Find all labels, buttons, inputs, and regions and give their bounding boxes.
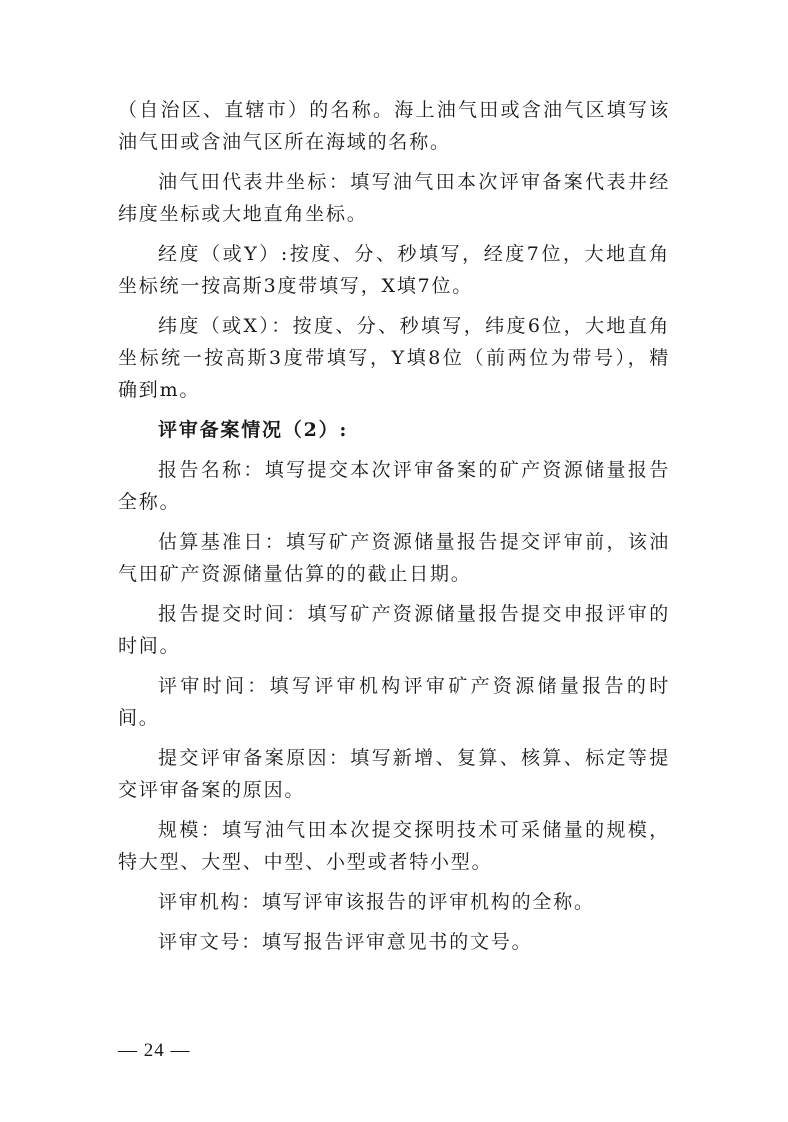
paragraph-well-coordinates: 油气田代表井坐标：填写油气田本次评审备案代表井经纬度坐标或大地直角坐标。 (118, 171, 670, 225)
paragraph-review-reason: 提交评审备案原因：填写新增、复算、核算、标定等提交评审备案的原因。 (118, 747, 670, 801)
paragraph-longitude: 经度（或Y）:按度、分、秒填写，经度7位，大地直角坐标统一按高斯3度带填写，X填7位。 (118, 243, 670, 297)
paragraph-report-name: 报告名称：填写提交本次评审备案的矿产资源储量报告全称。 (118, 459, 670, 513)
paragraph-review-time: 评审时间：填写评审机构评审矿产资源储量报告的时间。 (118, 675, 670, 729)
paragraph-review-agency: 评审机构：填写评审该报告的评审机构的全称。 (158, 891, 595, 913)
paragraph-latitude: 纬度（或X）：按度、分、秒填写，纬度6位，大地直角坐标统一按高斯3度带填写，Y填8位（前两位为带号），精确到m。 (118, 315, 670, 401)
paragraph-submission-time: 报告提交时间：填写矿产资源储量报告提交申报评审的时间。 (118, 603, 670, 657)
paragraph-document-number: 评审文号：填写报告评审意见书的文号。 (158, 931, 533, 953)
paragraph-scale: 规模：填写油气田本次提交探明技术可采储量的规模，特大型、大型、中型、小型或者特小型。 (118, 819, 670, 873)
page-number: — 24 — (118, 1040, 191, 1061)
body-text (118, 94, 670, 958)
paragraph-region-name: （自治区、直辖市）的名称。海上油气田或含油气区填写该油气田或含油气区所在海域的名称。 (118, 99, 670, 153)
section-heading-review-filing: 评审备案情况（2）: (158, 419, 349, 441)
paragraph-base-date: 估算基准日：填写矿产资源储量报告提交评审前，该油气田矿产资源储量估算的的截止日期。 (118, 531, 670, 585)
